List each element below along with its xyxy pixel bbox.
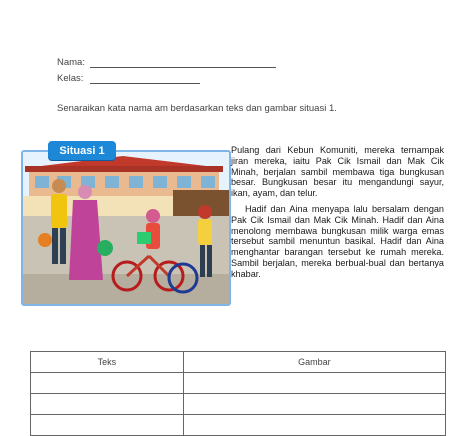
street-scene-illustration [23,152,229,304]
table-row [31,394,446,415]
answer-cell-teks[interactable] [31,394,184,415]
table-header-row [31,352,446,373]
instruction-text: Senaraikan kata nama am berdasarkan teks dan gambar situasi 1. [57,103,337,114]
situation-illustration [21,150,231,306]
situation-badge: Situasi 1 [48,141,116,160]
answer-cell-gambar[interactable] [183,373,445,394]
name-input-line[interactable] [90,67,276,68]
class-label: Kelas: [57,73,84,84]
situation-story [231,145,444,280]
story-paragraph-2: Hadif dan Aina menyapa lalu bersalam dengan Pak Cik Ismail dan Mak Cik Minah. Hadif dan Aina menolong membawa bungkusan milik warga emas tersebut sambil menuntun basikal. Hadif dan Aina menghantar barangan tersebut ke rumah mereka. Sambil berjalan, mereka berbual-bual dan bertanya khabar. [231,203,444,279]
answer-cell-teks[interactable] [31,373,184,394]
answer-cell-gambar[interactable] [183,394,445,415]
table-row [31,415,446,436]
class-input-line[interactable] [90,83,200,84]
answer-table [30,351,446,436]
header-gambar: Gambar [183,352,445,373]
name-label: Nama: [57,57,85,68]
answer-cell-teks[interactable] [31,415,184,436]
table-row [31,373,446,394]
story-paragraph-1: Pulang dari Kebun Komuniti, mereka ternampak jiran mereka, iaitu Pak Cik Ismail dan Mak Cik Minah, berjalan sambil membawa tiga bungkusan besar. Bungkusan besar itu mengandungi sayur, ikan, ayam, dan telur. [231,145,444,199]
header-teks: Teks [31,352,184,373]
answer-cell-gambar[interactable] [183,415,445,436]
